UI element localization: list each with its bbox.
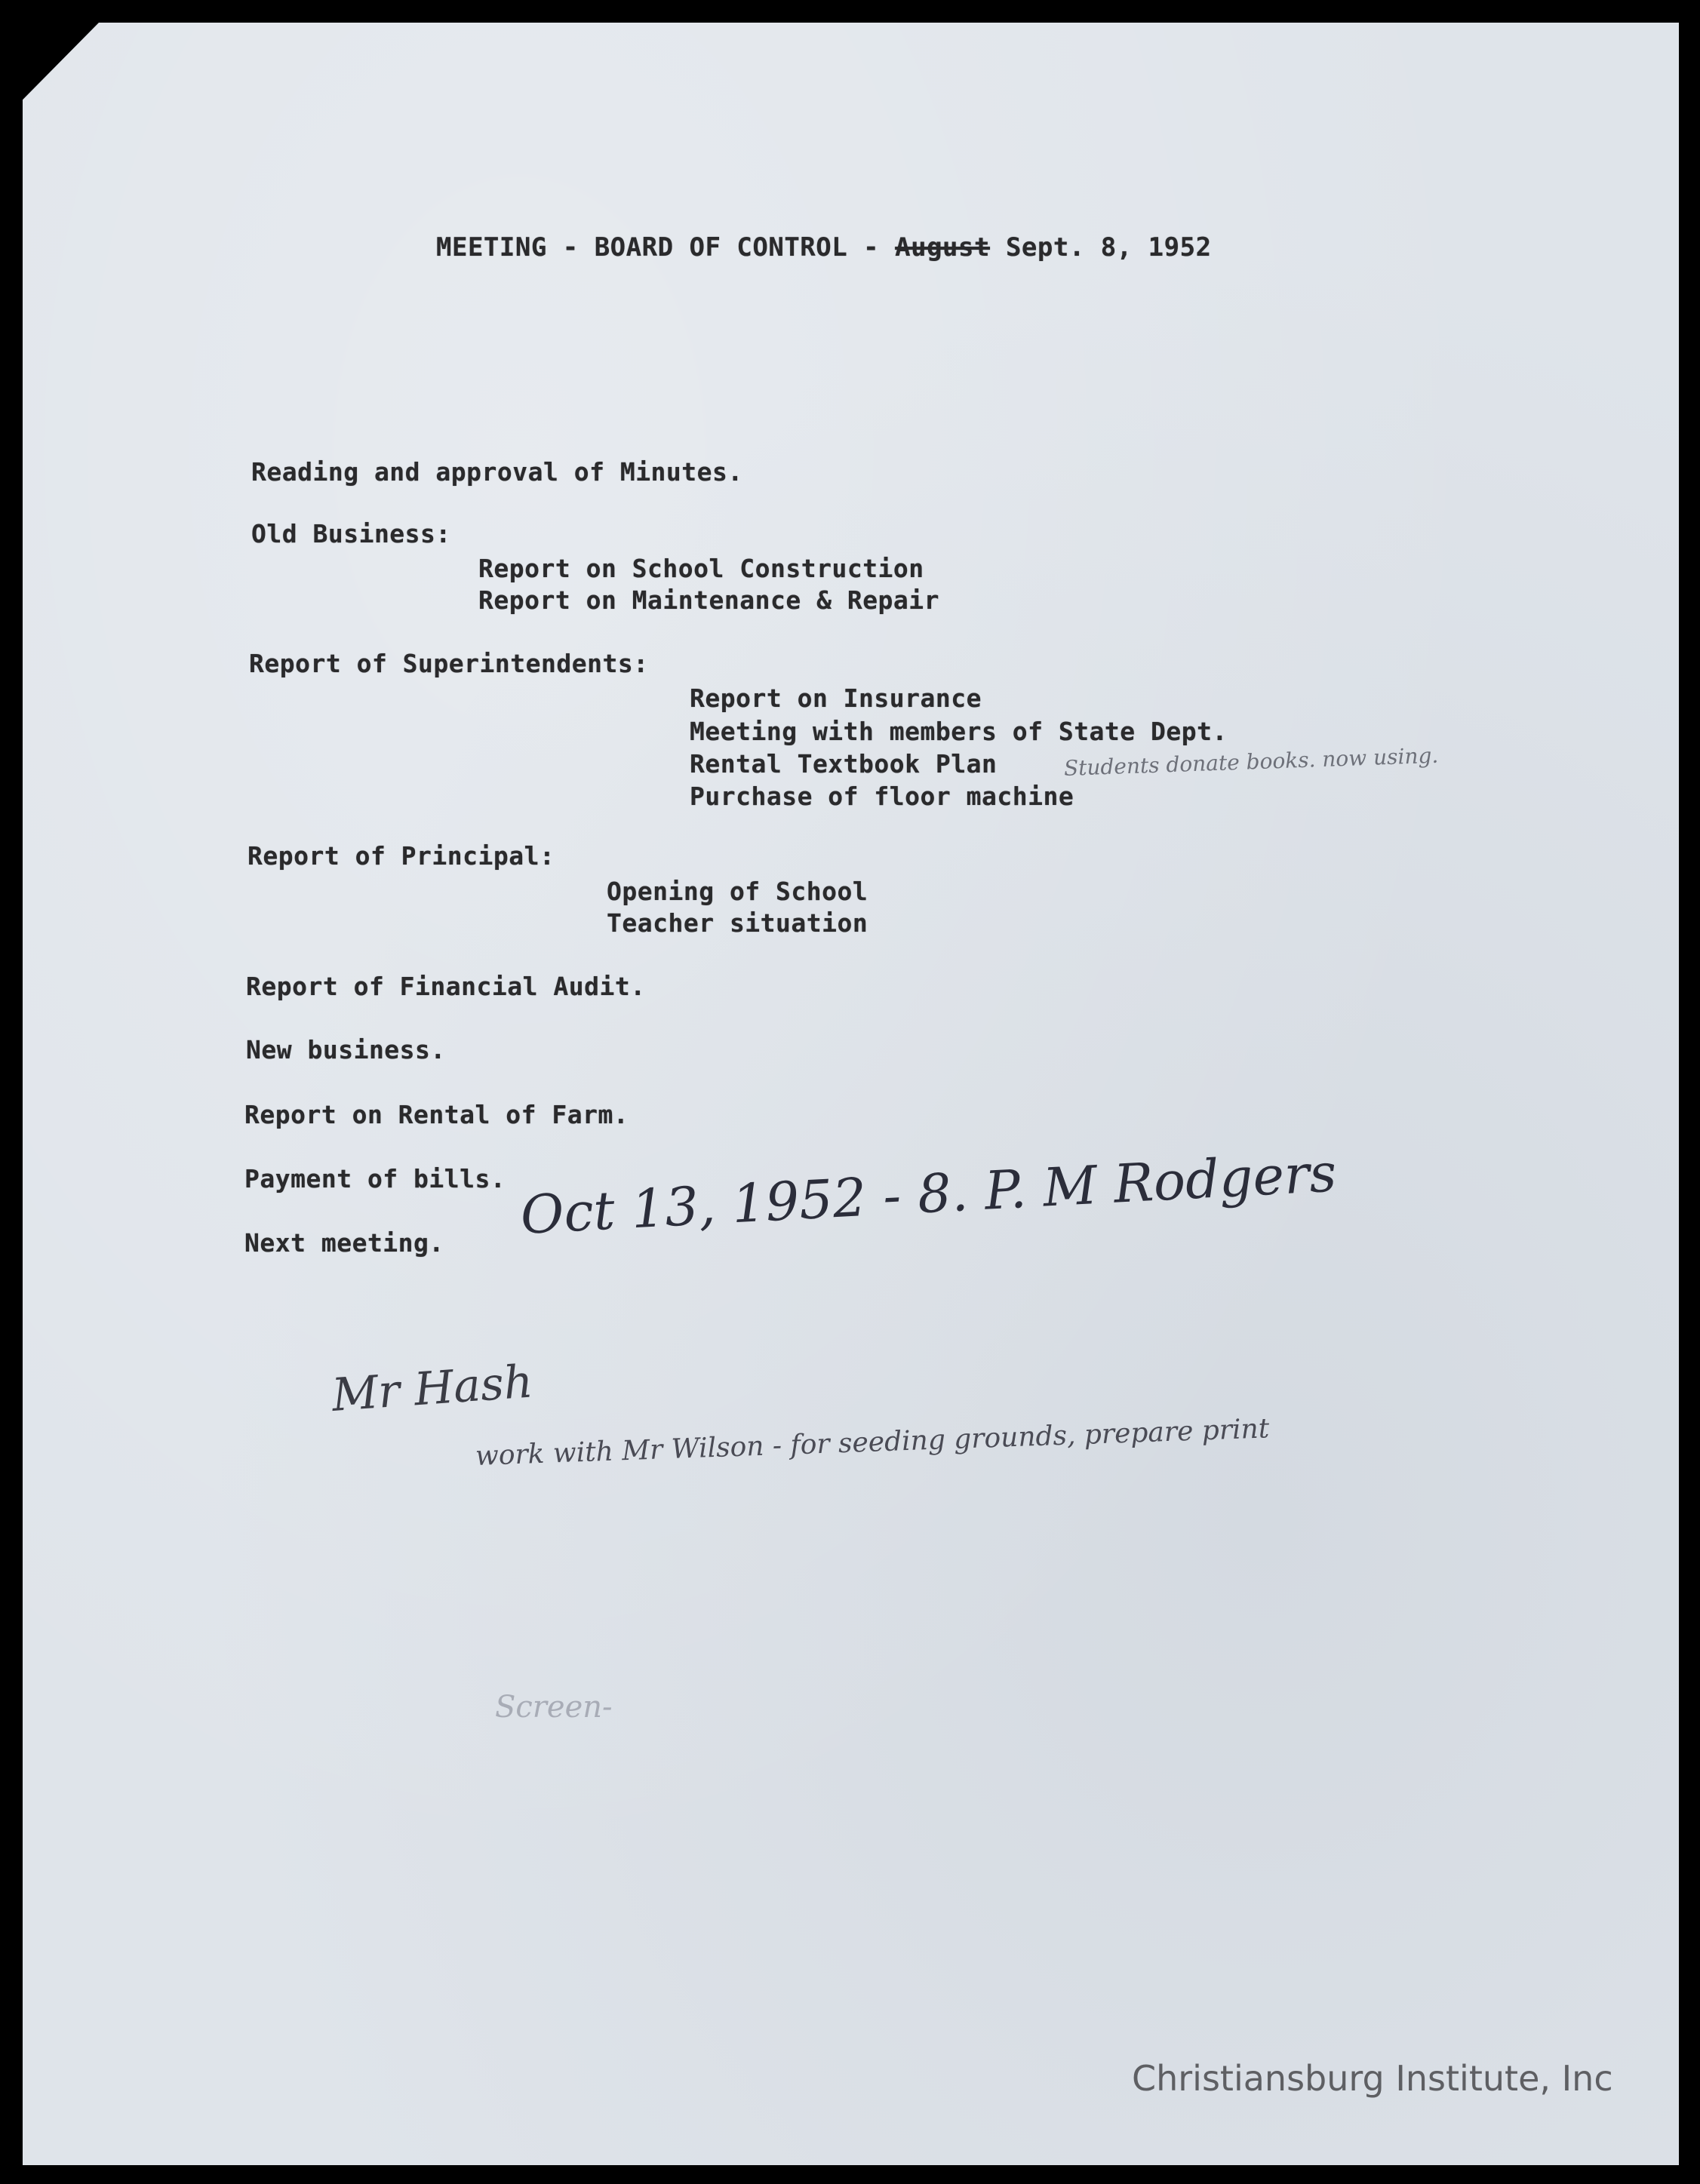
item-state-dept: Meeting with members of State Dept. [690,717,1228,746]
title-prefix: MEETING - BOARD OF CONTROL - [436,232,880,263]
item-payment-bills: Payment of bills. [244,1164,506,1193]
item-old-business: Old Business: [251,519,451,548]
item-textbook-plan: Rental Textbook Plan [690,749,998,779]
title-date: Sept. 8, 1952 [1005,232,1212,263]
item-school-construction: Report on School Construction [478,554,924,583]
watermark: Christiansburg Institute, Inc [1132,2058,1613,2099]
document-title [436,232,1212,263]
item-teacher-situation: Teacher situation [607,908,868,938]
item-principal: Report of Principal: [247,841,555,871]
item-floor-machine: Purchase of floor machine [690,782,1074,811]
item-maintenance-repair: Report on Maintenance & Repair [478,585,940,615]
document-page [23,23,1679,2165]
handwritten-long-note: work with Mr Wilson - for seeding grounds, prepare print [475,1413,1270,1472]
title-struck-word: August [895,232,990,263]
handwritten-textbook-note: Students donate books. now using. [1063,742,1439,781]
handwritten-name: Mr Hash [330,1355,535,1422]
item-financial-audit: Report of Financial Audit. [246,972,646,1001]
item-minutes: Reading and approval of Minutes. [251,457,743,487]
item-superintendents: Report of Superintendents: [249,649,649,678]
handwritten-next-meeting-note: Oct 13, 1952 - 8. P. M Rodgers [518,1141,1339,1246]
item-next-meeting: Next meeting. [244,1228,444,1258]
item-insurance: Report on Insurance [690,683,982,713]
item-rental-farm: Report on Rental of Farm. [244,1100,629,1129]
item-new-business: New business. [246,1035,446,1064]
item-opening-school: Opening of School [607,877,868,906]
handwritten-faint-note: Screen- [495,1690,613,1725]
